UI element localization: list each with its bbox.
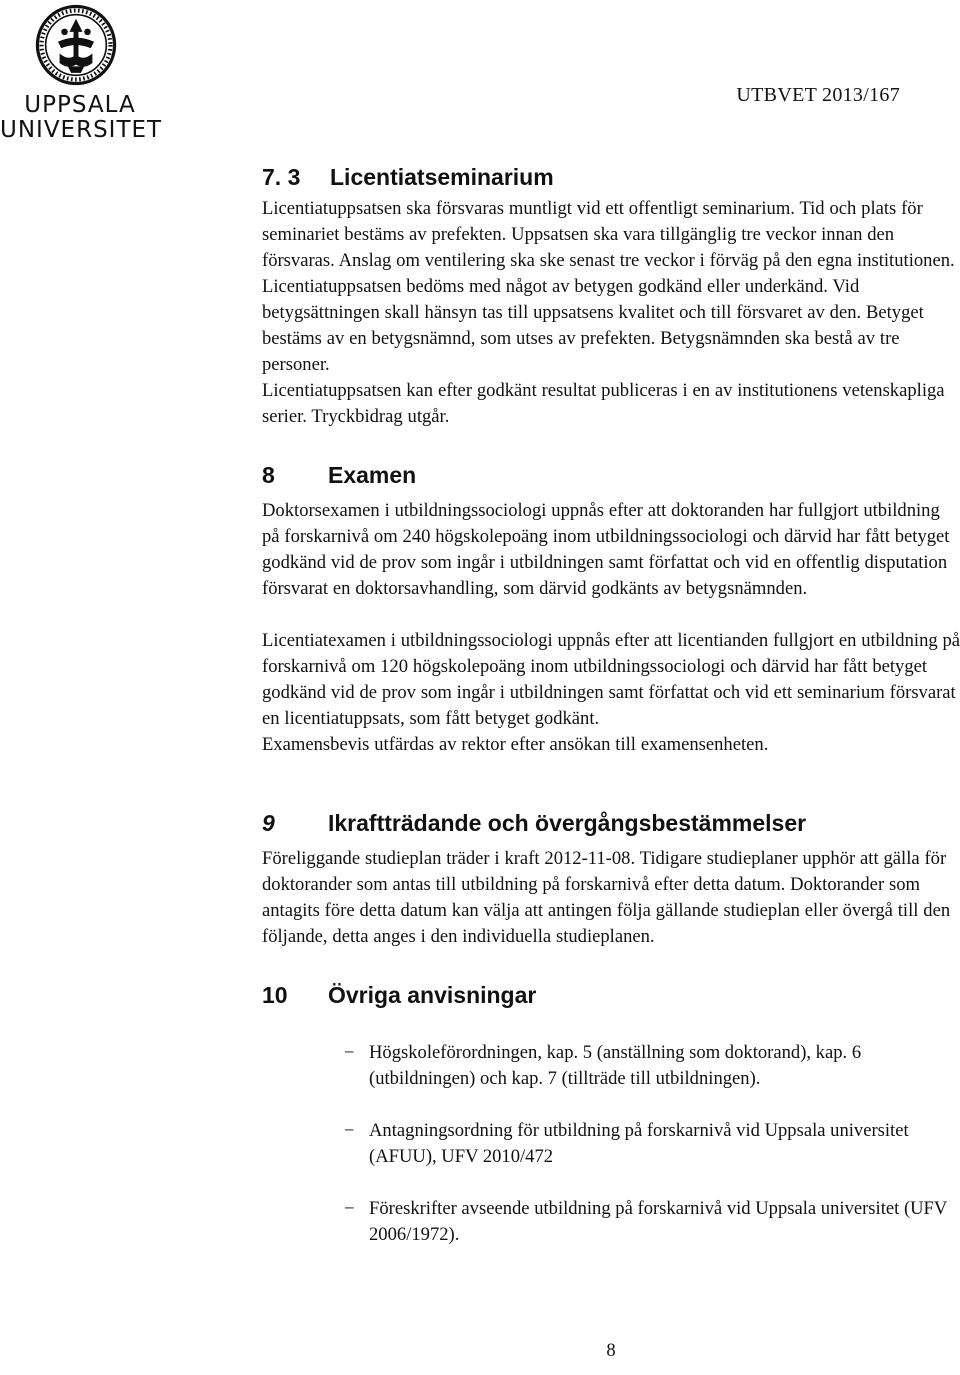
list-item xyxy=(262,1040,960,1092)
list-item-text: Högskoleförordningen, kap. 5 (anställning som doktorand), kap. 6 (utbildningen) och kap. 7 (tillträde till utbildningen). xyxy=(369,1042,862,1089)
section-title: Ikraftträdande och övergångsbestämmelser xyxy=(328,810,807,836)
section-heading xyxy=(262,808,960,838)
paragraph: Licentiatuppsatsen ska försvaras muntligt vid ett offentligt seminarium. Tid och plats för seminariet bestäms av prefekten. Uppsatsen ska vara tillgänglig tre veckor innan den försvaras. Anslag om ventilering ska ske senast tre veckor i förväg på den egna institutionen. xyxy=(262,198,955,271)
section-number: 8 xyxy=(262,462,275,488)
section-title: Examen xyxy=(328,462,417,488)
paragraph: Licentiatuppsatsen kan efter godkänt resultat publiceras i en av institutionens vetenskapliga serier. Tryckbidrag utgår. xyxy=(262,380,945,427)
university-seal-icon xyxy=(35,4,117,86)
section-title: Övriga anvisningar xyxy=(328,982,537,1008)
section-title: Licentiatseminarium xyxy=(330,164,554,190)
list-item-text: Föreskrifter avseende utbildning på forskarnivå vid Uppsala universitet (UFV 2006/1972). xyxy=(369,1198,947,1245)
paragraph: Föreliggande studieplan träder i kraft 2012-11-08. Tidigare studieplaner upphör att gälla för doktorander som antas till utbildning på forskarnivå efter detta datum. Doktorander som antagits före detta datum kan välja att antingen följa gällande studieplan eller övergå till den följande, detta anges i den individuella studieplanen. xyxy=(262,848,951,947)
paragraph: Examensbevis utfärdas av rektor efter ansökan till examensenheten. xyxy=(262,734,769,755)
list-item-text: Antagningsordning för utbildning på forskarnivå vid Uppsala universitet (AFUU), UFV 2010/472 xyxy=(369,1120,909,1167)
reference-list xyxy=(262,1040,960,1248)
logo-text-line1: UPPSALA xyxy=(24,92,136,118)
section-7-3 xyxy=(262,162,960,430)
university-logo xyxy=(0,0,163,150)
dash-bullet: − xyxy=(344,1042,355,1063)
section-heading xyxy=(262,980,960,1010)
list-item xyxy=(262,1118,960,1170)
paragraph: Doktorsexamen i utbildningssociologi uppnås efter att doktoranden har fullgjort utbildning på forskarnivå om 240 högskolepoäng inom utbildningssociologi och därvid har fått betyget godkänd vid de prov som ingår i utbildningen samt författat och vid en offentlig disputation försvarat en doktorsavhandling, som därvid godkänts av betygsnämnden. xyxy=(262,500,950,599)
document-reference: UTBVET 2013/167 xyxy=(736,84,900,106)
section-heading xyxy=(262,162,960,192)
section-heading xyxy=(262,460,960,490)
section-9 xyxy=(262,808,960,950)
paragraph: Licentiatexamen i utbildningssociologi uppnås efter att licentianden fullgjort en utbildning på forskarnivå om 120 högskolepoäng inom utbildningssociologi och därvid har fått betyget godkänd vid de prov som ingår i utbildningen samt författat och vid ett seminarium försvarat en licentiatuppsats, som fått betyget godkänt. xyxy=(262,630,960,729)
section-10 xyxy=(262,980,960,1248)
section-number: 9 xyxy=(262,810,275,836)
page-number: 8 xyxy=(606,1340,616,1361)
section-number: 7. 3 xyxy=(262,164,301,190)
dash-bullet: − xyxy=(344,1198,355,1219)
list-item xyxy=(262,1196,960,1248)
dash-bullet: − xyxy=(344,1120,355,1141)
paragraph: Licentiatuppsatsen bedöms med något av betygen godkänd eller underkänd. Vid betygsättningen skall hänsyn tas till uppsatsens kvalitet och till försvaret av den. Betyget bestäms av en betygsnämnd, som utses av prefekten. Betygsnämnden ska bestå av tre personer. xyxy=(262,276,924,375)
section-number: 10 xyxy=(262,982,288,1008)
logo-text-line2: UNIVERSITET xyxy=(0,117,163,143)
document-body xyxy=(262,160,960,1274)
section-8 xyxy=(262,460,960,758)
